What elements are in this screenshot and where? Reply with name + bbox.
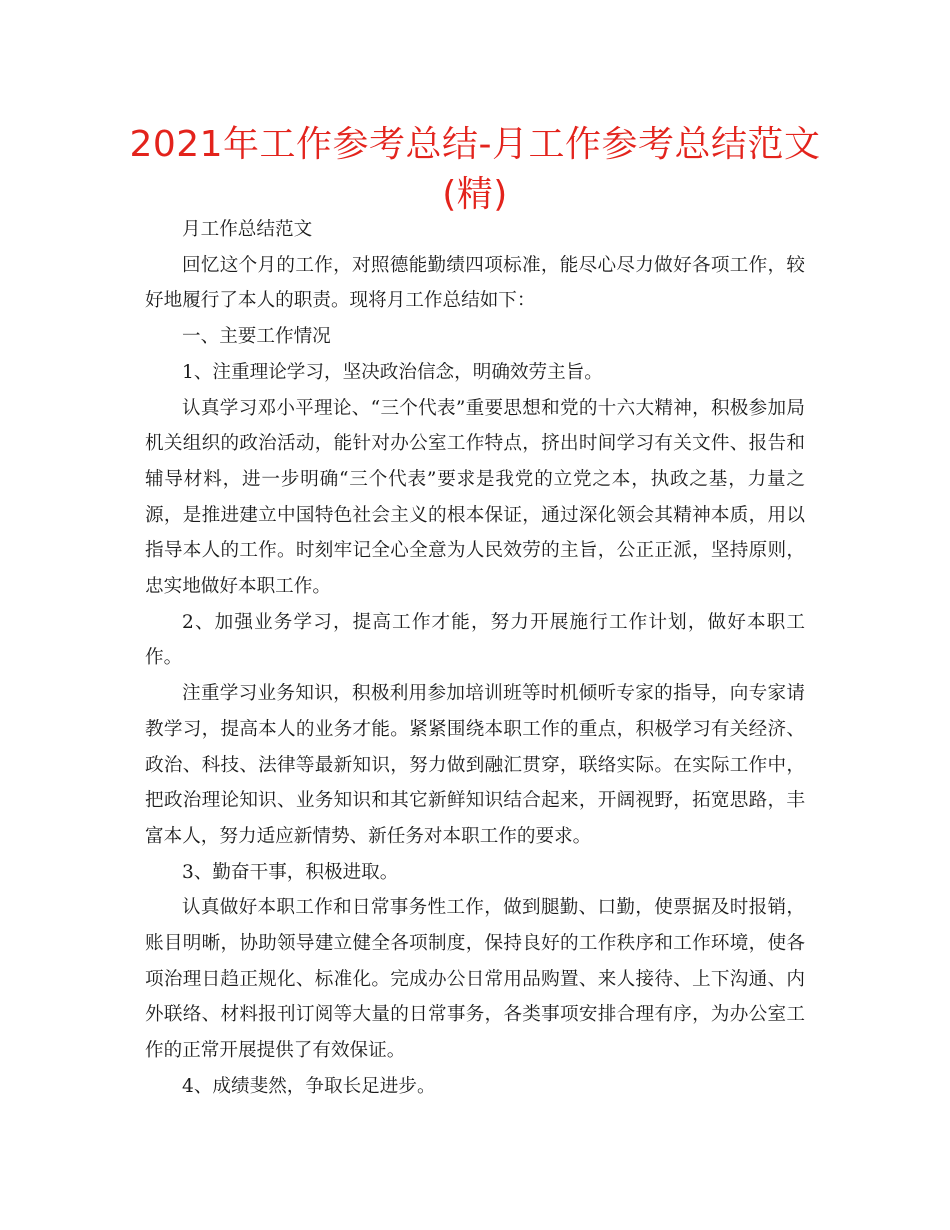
document-title-line2: (精)	[442, 174, 508, 215]
document-body	[145, 212, 805, 1105]
paragraph-intro: 回忆这个月的工作，对照德能勤绩四项标准，能尽心尽力做好各项工作，较好地履行了本人的职责。现将月工作总结如下：	[145, 254, 805, 312]
document-title-line1: 2021年工作参考总结-月工作参考总结范文	[129, 124, 821, 165]
item-heading-3: 3、勤奋干事，积极进取。	[182, 861, 399, 883]
section-heading-main-work: 一、主要工作情况	[182, 326, 331, 348]
paragraph-item-2: 注重学习业务知识，积极利用参加培训班等时机倾听专家的指导，向专家请教学习，提高本人的业务才能。紧紧围绕本职工作的重点，积极学习有关经济、政治、科技、法律等最新知识，努力做到融汇贯穿，联络实际。在实际工作中，把政治理论知识、业务知识和其它新鲜知识结合起来，开阔视野，拓宽思路，丰富本人，努力适应新情势、新任务对本职工作的要求。	[145, 683, 805, 847]
item-heading-1: 1、注重理论学习，坚决政治信念，明确效劳主旨。	[182, 361, 603, 383]
paragraph-item-3: 认真做好本职工作和日常事务性工作，做到腿勤、口勤，使票据及时报销，账目明晰，协助领导建立健全各项制度，保持良好的工作秩序和工作环境，使各项治理日趋正规化、标准化。完成办公日常用品购置、来人接待、上下沟通、内外联络、材料报刊订阅等大量的日常事务，各类事项安排合理有序，为办公室工作的正常开展提供了有效保证。	[145, 897, 805, 1062]
item-heading-2: 2、加强业务学习，提高工作才能，努力开展施行工作计划，做好本职工作。	[145, 611, 805, 669]
paragraph-item-1: 认真学习邓小平理论、“三个代表”重要思想和党的十六大精神，积极参加局机关组织的政治活动，能针对办公室工作特点，挤出时间学习有关文件、报告和辅导材料，进一步明确“三个代表”要求是我党的立党之本，执政之基，力量之源，是推进建立中国特色社会主义的根本保证，通过深化领会其精神本质，用以指导本人的工作。时刻牢记全心全意为人民效劳的主旨，公正正派，坚持原则，忠实地做好本职工作。	[145, 397, 805, 598]
paragraph-subtitle: 月工作总结范文	[182, 219, 313, 240]
item-heading-4: 4、成绩斐然，争取长足进步。	[182, 1075, 436, 1097]
